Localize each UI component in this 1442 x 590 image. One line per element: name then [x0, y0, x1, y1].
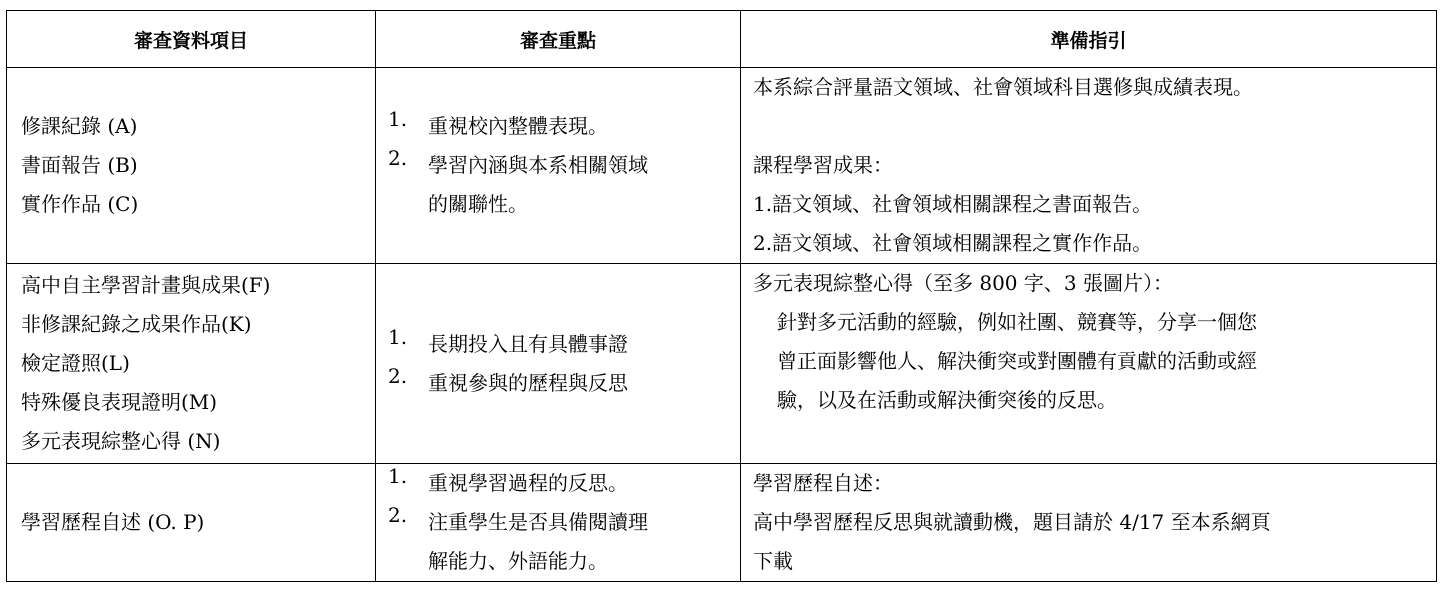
focus-text: 重視學習過程的反思。: [428, 471, 628, 495]
guide-title: 學習歷程自述：: [753, 471, 893, 495]
guide-line: 曾正面影響他人、解決衝突或對團體有貢獻的活動或經: [777, 349, 1257, 373]
guide-spacer: [753, 107, 1436, 146]
focus-text: 的關聯性。: [428, 192, 528, 216]
review-item: 特殊優良表現證明(M): [21, 390, 218, 414]
focus-item: [388, 503, 740, 581]
focus-text: 解能力、外語能力。: [428, 549, 608, 573]
review-item: 多元表現綜整心得 (N): [21, 429, 221, 453]
review-item: 修課紀錄 (A): [21, 114, 138, 138]
focus-number: 1.: [388, 464, 408, 488]
focus-number: 2.: [388, 363, 408, 388]
guide-cell: [741, 264, 1437, 464]
review-item: 書面報告 (B): [21, 153, 138, 177]
focus-text: 注重學生是否具備閱讀理: [428, 510, 648, 534]
review-items-cell: [7, 464, 376, 582]
header-row: [7, 11, 1437, 68]
review-item: 檢定證照(L): [21, 351, 130, 375]
guide-line: 1.語文領域、社會領域相關課程之書面報告。: [753, 192, 1153, 216]
guide-subtitle: 課程學習成果：: [753, 153, 893, 177]
table-row: [7, 464, 1437, 582]
focus-number: 1.: [388, 107, 408, 131]
guide-line: 2.語文領域、社會領域相關課程之實作作品。: [753, 231, 1153, 255]
focus-item: [388, 107, 740, 146]
focus-text: 重視校內整體表現。: [428, 114, 608, 138]
review-item: 非修課紀錄之成果作品(K): [21, 312, 252, 336]
review-items-cell: [7, 68, 376, 264]
guide-line: 下載: [753, 549, 793, 573]
review-item: 實作作品 (C): [21, 192, 139, 216]
guide-title: 多元表現綜整心得（至多 800 字、3 張圖片）：: [753, 271, 1173, 295]
focus-item: [388, 364, 740, 403]
review-criteria-table: [6, 10, 1437, 582]
review-focus-cell: [376, 264, 741, 464]
guide-line: 驗，以及在活動或解決衝突後的反思。: [777, 388, 1117, 412]
table-row: [7, 68, 1437, 264]
focus-text: 長期投入且有具體事證: [428, 331, 628, 356]
guide-line: 針對多元活動的經驗，例如社團、競賽等，分享一個您: [777, 310, 1257, 334]
focus-item: [388, 464, 740, 503]
header-review-focus: 審查重點: [376, 11, 741, 68]
table-row: [7, 264, 1437, 464]
review-item: 高中自主學習計畫與成果(F): [21, 273, 271, 297]
focus-number: 2.: [388, 146, 408, 170]
review-focus-cell: [376, 464, 741, 582]
focus-number: 2.: [388, 503, 408, 527]
focus-text: 學習內涵與本系相關領域: [428, 153, 648, 177]
header-review-items: 審查資料項目: [7, 11, 376, 68]
focus-item: [388, 146, 740, 224]
review-items-cell: [7, 264, 376, 464]
guide-line: 高中學習歷程反思與就讀動機，題目請於 4/17 至本系網頁: [753, 510, 1271, 534]
review-item: 學習歷程自述 (O. P): [21, 510, 205, 534]
focus-text: 重視參與的歷程與反思: [428, 370, 628, 395]
focus-item: [388, 325, 740, 364]
guide-intro: 本系綜合評量語文領域、社會領域科目選修與成績表現。: [753, 75, 1253, 99]
review-focus-cell: [376, 68, 741, 264]
header-preparation-guide: 準備指引: [741, 11, 1437, 68]
focus-number: 1.: [388, 324, 408, 349]
guide-cell: [741, 464, 1437, 582]
guide-cell: [741, 68, 1437, 264]
